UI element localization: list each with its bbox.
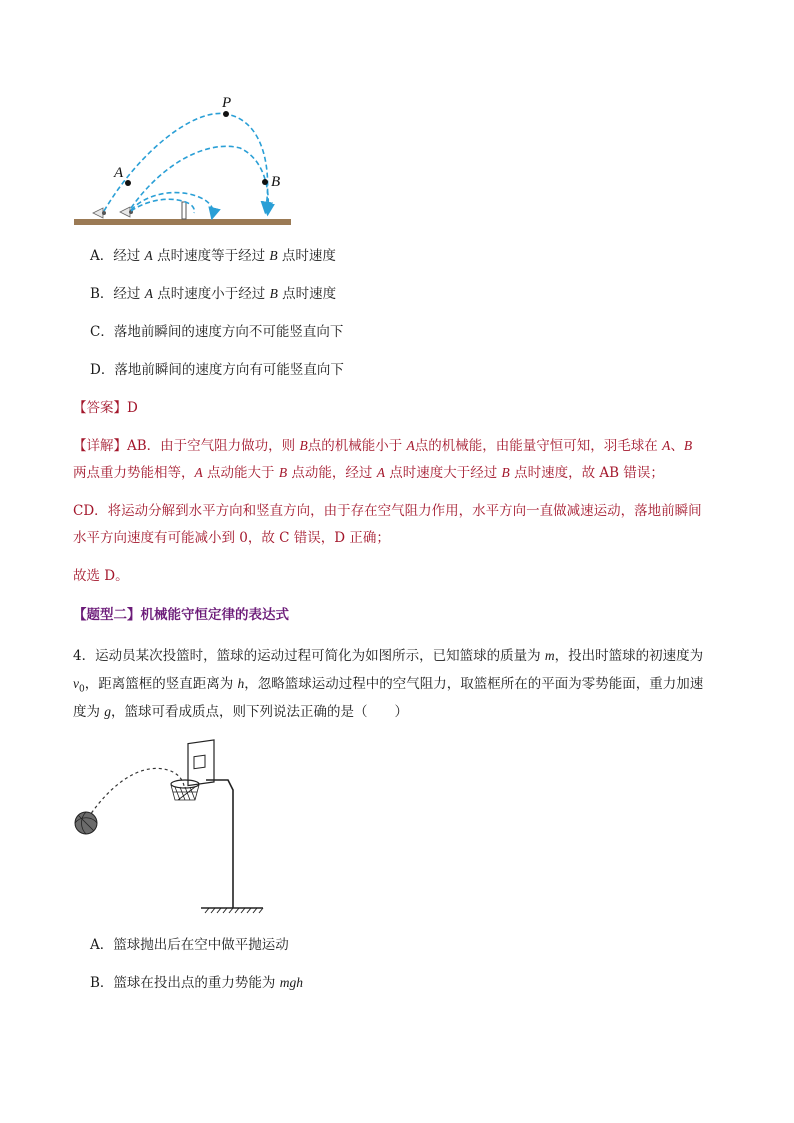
explanation-line-3: CD．将运动分解到水平方向和竖直方向，由于存在空气阻力作用，水平方向一直做减速运动，落地前瞬间 xyxy=(73,503,702,519)
explanation-line-4: 水平方向速度有可能减小到 0，故 C 错误，D 正确； xyxy=(73,530,390,546)
support-pole xyxy=(206,780,233,908)
q4-stem-line-2: $v_0$，距离篮框的竖直距离为 h，忽略篮球运动过程中的空气阻力，取篮框所在的平面为零势能面，重力加速 xyxy=(73,676,704,695)
explanation-line-1: 【详解】AB．由于空气阻力做功，则 B点的机械能小于 A点的机械能，由能量守恒可知，羽毛球在 A、B xyxy=(73,438,693,454)
label-a: A xyxy=(114,165,124,181)
net xyxy=(171,785,199,800)
label-b: B xyxy=(271,174,281,190)
q3-option-b: B．经过 A 点时速度小于经过 B 点时速度 xyxy=(90,286,337,302)
backboard xyxy=(188,740,214,786)
basketball-icon xyxy=(75,812,97,834)
q3-option-d: D．落地前瞬间的速度方向有可能竖直向下 xyxy=(90,362,344,378)
answer: 【答案】D xyxy=(73,400,138,416)
q4-option-b: B．篮球在投出点的重力势能为 mgh xyxy=(90,975,303,991)
q3-option-a: A．经过 A 点时速度等于经过 B 点时速度 xyxy=(90,248,336,264)
q4-option-a: A．篮球抛出后在空中做平抛运动 xyxy=(90,937,289,953)
explanation-line-5: 故选 D。 xyxy=(73,568,129,584)
q4-stem-line-1: 4．运动员某次投篮时，篮球的运动过程可简化为如图所示，已知篮球的质量为 m，投出时篮球的初速度为 xyxy=(73,648,704,664)
q3-option-c: C．落地前瞬间的速度方向不可能竖直向下 xyxy=(90,324,344,340)
explanation-line-2: 两点重力势能相等，A 点动能大于 B 点动能，经过 A 点时速度大于经过 B 点时速度，故 AB 错误； xyxy=(73,465,664,481)
section-title: 【题型二】机械能守恒定律的表达式 xyxy=(73,607,289,623)
basketball-trajectory xyxy=(88,768,184,818)
q4-stem-line-3: 度为 g，篮球可看成质点，则下列说法正确的是（ ） xyxy=(73,704,409,720)
label-p: P xyxy=(222,95,232,111)
